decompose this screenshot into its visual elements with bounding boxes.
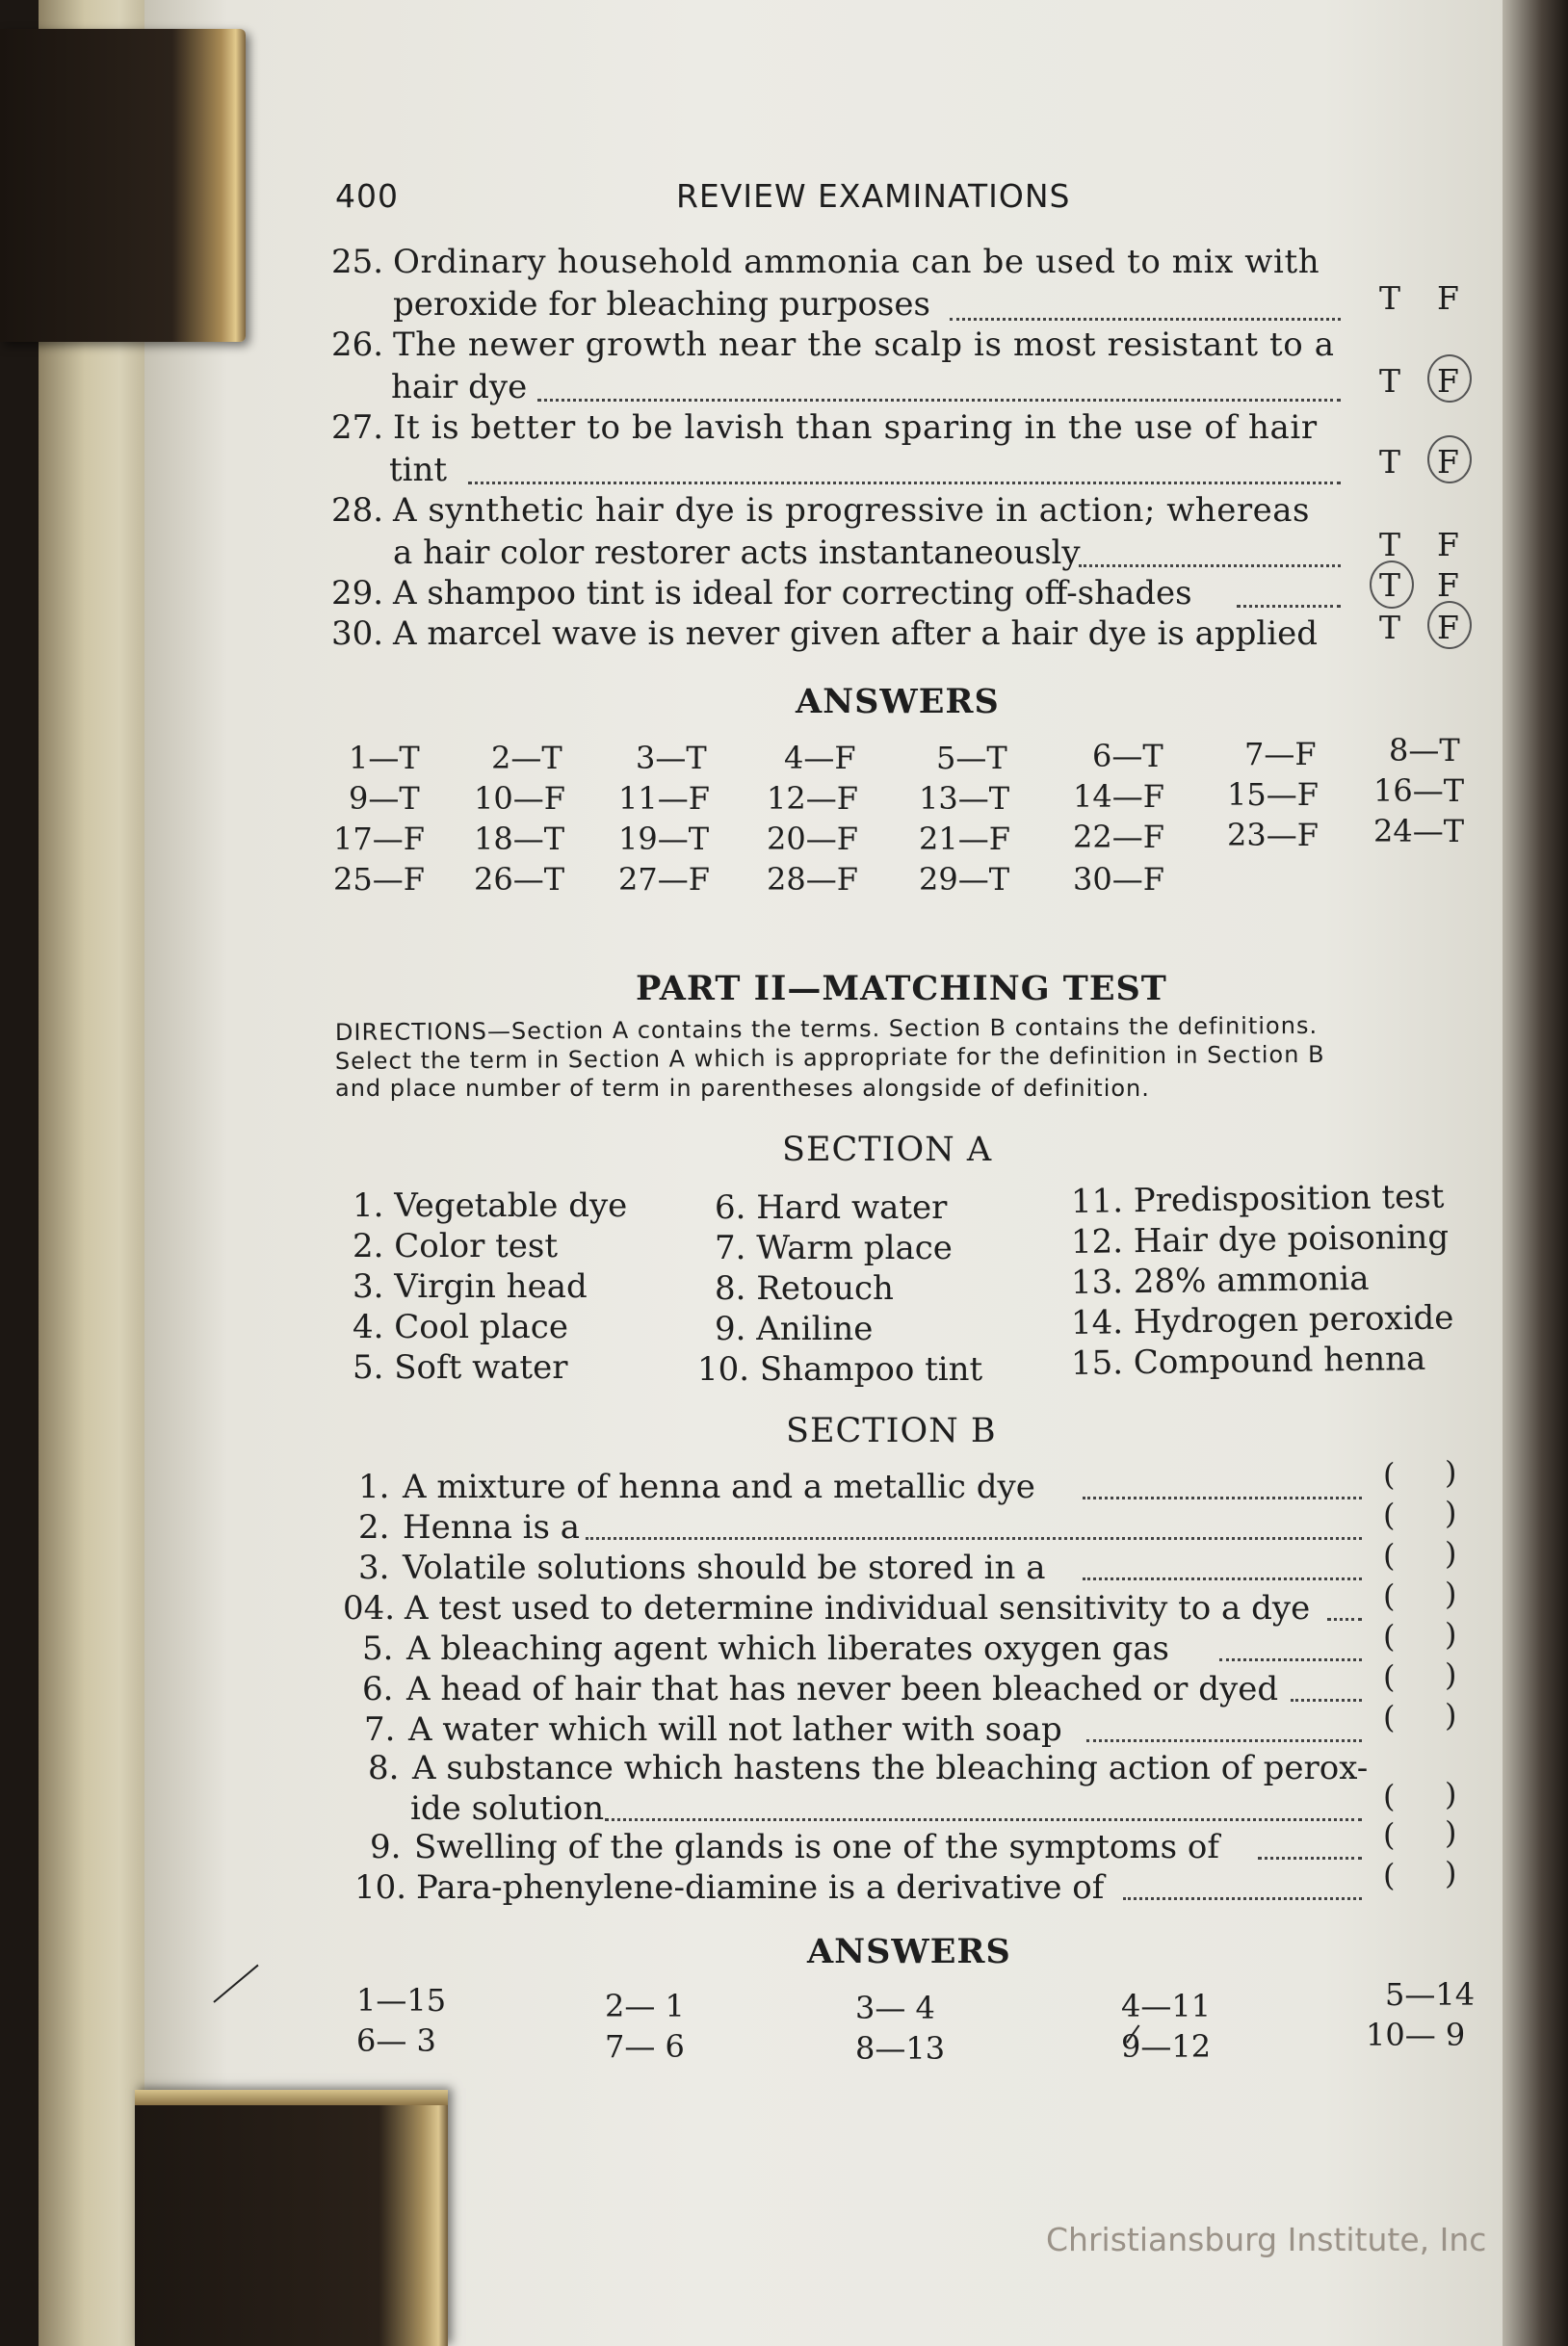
answer-paren-close: ): [1445, 1776, 1457, 1812]
term-item: 13. 28% ammonia: [1070, 1259, 1370, 1302]
answer-circle-mark: [1370, 560, 1414, 609]
answer-entry: 22—F: [1073, 819, 1164, 855]
question-text: A marcel wave is never given after a hair dye is applied: [393, 614, 1319, 653]
leader-dots: [468, 482, 1341, 484]
leader-dots: [950, 318, 1341, 321]
definition-text: A bleaching agent which liberates oxygen gas: [406, 1629, 1169, 1668]
false-option: F: [1437, 443, 1459, 481]
page-clip-bottom: [135, 2090, 448, 2346]
leader-dots: [537, 399, 1341, 402]
answer-entry: 17—F: [333, 821, 425, 857]
definition-text: A mixture of henna and a metallic dye: [403, 1468, 1035, 1506]
definition-text: A test used to determine individual sensitivity to a dye: [405, 1589, 1311, 1628]
section-a-heading: SECTION A: [782, 1131, 993, 1169]
answer-paren-open: (: [1383, 1778, 1396, 1814]
answer-paren-close: ): [1445, 1535, 1457, 1572]
answers-heading: ANSWERS: [807, 1932, 1011, 1971]
answer-entry: 10—F: [474, 780, 565, 817]
definition-number: 3.: [358, 1549, 390, 1587]
term-item: 5. Soft water: [353, 1348, 568, 1387]
answer-entry: 11—F: [618, 780, 710, 817]
answer-entry: 27—F: [618, 861, 710, 898]
answer-paren-close: ): [1445, 1814, 1457, 1851]
definition-number: 2.: [358, 1508, 390, 1547]
term-item: 3. Virgin head: [353, 1267, 588, 1306]
definition-number: 9.: [370, 1828, 402, 1866]
answer-entry: 29—T: [919, 861, 1010, 898]
definition-number: 6.: [362, 1670, 394, 1708]
answer-entry: 8—T: [1389, 732, 1460, 769]
answer-circle-mark: [1427, 354, 1472, 403]
question-number: 26.: [331, 326, 384, 364]
answer-paren-open: (: [1383, 1699, 1396, 1735]
answer-paren-close: ): [1445, 1616, 1457, 1653]
answer-entry: 4—11: [1121, 1988, 1212, 2024]
answer-entry: 18—T: [474, 821, 565, 857]
answer-paren-open: (: [1383, 1857, 1396, 1893]
definition-text-cont: ide solution: [410, 1789, 605, 1828]
answer-paren-close: ): [1445, 1697, 1457, 1733]
answer-entry: 23—F: [1227, 817, 1319, 853]
leader-dots: [586, 1537, 1362, 1540]
definition-number: 1.: [358, 1468, 390, 1506]
answer-paren-close: ): [1445, 1855, 1457, 1891]
leader-dots: [1291, 1699, 1362, 1702]
leader-dots: [1083, 1577, 1362, 1580]
term-item: 12. Hair dye poisoning: [1070, 1217, 1450, 1262]
true-option: T: [1379, 362, 1401, 400]
answer-entry: 1—15: [356, 1982, 447, 2019]
answer-paren-open: (: [1383, 1816, 1396, 1853]
answer-entry: 2— 1: [605, 1988, 685, 2024]
answer-entry: 20—F: [767, 821, 858, 857]
definition-text: A substance which hastens the bleaching action of perox-: [412, 1749, 1369, 1787]
page-edge-strip: [39, 0, 154, 2346]
question-number: 30.: [331, 614, 384, 653]
definition-number: 7.: [364, 1710, 396, 1749]
leader-dots: [1219, 1658, 1362, 1661]
leader-dots: [1258, 1857, 1362, 1860]
definition-number: 8.: [368, 1749, 400, 1787]
answer-entry: 5—14: [1385, 1976, 1476, 2013]
question-text-cont: a hair color restorer acts instantaneously: [393, 534, 1081, 572]
page-gutter-shadow: [1503, 0, 1568, 2346]
page-number: 400: [335, 177, 399, 215]
answer-entry: 3—T: [636, 740, 707, 776]
definition-text: A head of hair that has never been bleached or dyed: [406, 1670, 1279, 1708]
answer-entry: 7— 6: [605, 2028, 685, 2065]
leader-dots: [1086, 1739, 1362, 1742]
answer-entry: 1—T: [349, 740, 420, 776]
answer-entry: 16—T: [1373, 772, 1465, 809]
section-b-heading: SECTION B: [786, 1412, 997, 1450]
question-text: It is better to be lavish than sparing in the use of hair: [393, 408, 1318, 447]
answer-paren-open: (: [1383, 1497, 1396, 1533]
answer-entry: 12—F: [767, 780, 858, 817]
definition-text: Para-phenylene-diamine is a derivative of: [416, 1868, 1105, 1907]
question-text: Ordinary household ammonia can be used to mix with: [393, 243, 1320, 281]
watermark: Christiansburg Institute, Inc: [1046, 2221, 1487, 2258]
answer-entry: 19—T: [618, 821, 710, 857]
question-text-cont: peroxide for bleaching purposes: [393, 285, 930, 324]
directions-line: and place number of term in parentheses alongside of definition.: [335, 1075, 1150, 1102]
answer-entry: 14—F: [1073, 778, 1164, 815]
definition-text: A water which will not lather with soap: [408, 1710, 1062, 1749]
answer-circle-mark: [1427, 435, 1472, 483]
answers-heading: ANSWERS: [796, 682, 1000, 721]
answer-entry: 6— 3: [356, 2022, 436, 2059]
leader-dots: [605, 1818, 1362, 1821]
question-text: A shampoo tint is ideal for correcting off-shades: [393, 574, 1192, 613]
question-text: The newer growth near the scalp is most resistant to a: [393, 326, 1335, 364]
term-item: 4. Cool place: [353, 1308, 568, 1346]
false-option: F: [1437, 279, 1459, 317]
answer-entry: 26—T: [474, 861, 565, 898]
answer-entry: 21—F: [919, 821, 1010, 857]
true-option: T: [1379, 526, 1401, 563]
true-option: T: [1379, 443, 1401, 481]
false-option: F: [1437, 526, 1459, 563]
answer-entry: 7—F: [1244, 736, 1317, 772]
definition-text: Henna is a: [403, 1508, 581, 1547]
term-item: 6. Hard water: [715, 1188, 948, 1227]
term-item: 8. Retouch: [715, 1269, 894, 1308]
true-option: T: [1379, 566, 1401, 604]
term-item: 2. Color test: [353, 1227, 559, 1265]
term-item: 10. Shampoo tint: [697, 1350, 983, 1389]
answer-entry: 10— 9: [1366, 2017, 1466, 2053]
answer-entry: 24—T: [1373, 813, 1465, 849]
answer-paren-close: ): [1445, 1495, 1457, 1531]
part-two-heading: PART II—MATCHING TEST: [636, 969, 1167, 1008]
answer-entry: 9—12: [1121, 2028, 1212, 2065]
true-option: T: [1379, 279, 1401, 317]
question-number: 25.: [331, 243, 384, 281]
question-text-cont: tint: [389, 451, 448, 489]
false-option: F: [1437, 609, 1459, 646]
answer-paren-open: (: [1383, 1577, 1396, 1614]
answer-paren-close: ): [1445, 1656, 1457, 1693]
question-number: 27.: [331, 408, 384, 447]
running-title: REVIEW EXAMINATIONS: [676, 177, 1071, 215]
question-text-cont: hair dye: [391, 368, 528, 406]
page-clip-top: [0, 29, 246, 342]
definition-number: 10.: [354, 1868, 407, 1907]
answer-entry: 15—F: [1227, 776, 1319, 813]
answer-entry: 5—T: [936, 740, 1007, 776]
term-item: 9. Aniline: [715, 1310, 874, 1348]
term-item: 15. Compound henna: [1070, 1339, 1426, 1383]
leader-dots: [1327, 1618, 1362, 1621]
term-item: 14. Hydrogen peroxide: [1070, 1298, 1454, 1342]
term-item: 11. Predisposition test: [1070, 1177, 1445, 1221]
question-text: A synthetic hair dye is progressive in action; whereas: [393, 491, 1310, 530]
false-option: F: [1437, 566, 1459, 604]
definition-number: 5.: [362, 1629, 394, 1668]
true-option: T: [1379, 609, 1401, 646]
term-item: 7. Warm place: [715, 1229, 953, 1267]
term-item: 1. Vegetable dye: [353, 1186, 628, 1225]
false-option: F: [1437, 362, 1459, 400]
answer-entry: 8—13: [855, 2030, 946, 2067]
question-number: 29.: [331, 574, 384, 613]
question-number: 28.: [331, 491, 384, 530]
answer-entry: 25—F: [333, 861, 425, 898]
answer-entry: 28—F: [767, 861, 858, 898]
directions-line: DIRECTIONS—Section A contains the terms. Section B contains the definitions.: [334, 1011, 1319, 1046]
answer-entry: 4—F: [784, 740, 856, 776]
answer-paren-open: (: [1383, 1537, 1396, 1574]
directions-line: Select the term in Section A which is appropriate for the definition in Section B: [334, 1040, 1325, 1075]
leader-dots: [1123, 1897, 1362, 1900]
answer-entry: 6—T: [1092, 738, 1163, 774]
answer-paren-close: ): [1445, 1454, 1457, 1491]
answer-entry: 2—T: [491, 740, 562, 776]
answer-entry: 9—T: [349, 780, 420, 817]
answer-paren-close: ): [1445, 1576, 1457, 1612]
answer-paren-open: (: [1383, 1456, 1396, 1493]
page-clip-bottom-edge: [135, 2090, 448, 2105]
answer-entry: 3— 4: [855, 1990, 935, 2026]
leader-dots: [1079, 564, 1341, 567]
answer-entry: 30—F: [1073, 861, 1164, 898]
answer-circle-mark: [1427, 601, 1472, 649]
definition-number: 04.: [343, 1589, 396, 1628]
answer-paren-open: (: [1383, 1658, 1396, 1695]
leader-dots: [1083, 1497, 1362, 1499]
answer-entry: 13—T: [919, 780, 1010, 817]
definition-text: Volatile solutions should be stored in a: [403, 1549, 1046, 1587]
answer-paren-open: (: [1383, 1618, 1396, 1655]
definition-text: Swelling of the glands is one of the symptoms of: [414, 1828, 1219, 1866]
leader-dots: [1237, 605, 1341, 608]
